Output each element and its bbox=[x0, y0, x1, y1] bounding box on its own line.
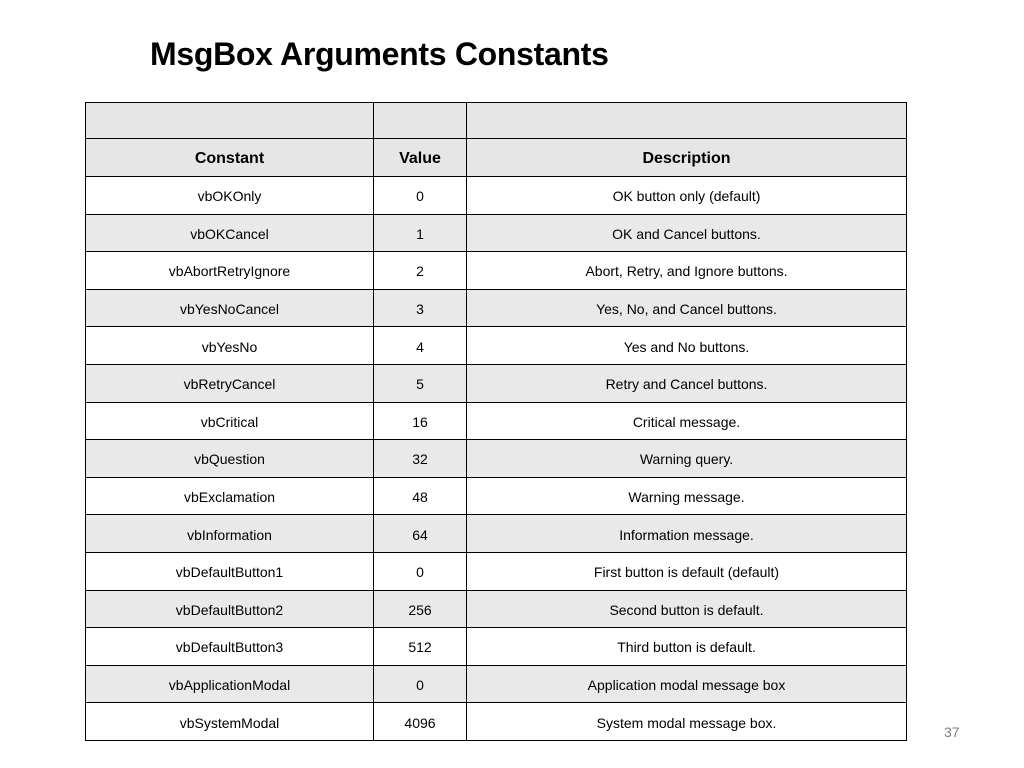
cell-description: System modal message box. bbox=[467, 703, 907, 741]
table-row bbox=[86, 364, 907, 402]
cell-description: Application modal message box bbox=[467, 665, 907, 703]
cell-value: 512 bbox=[374, 628, 467, 666]
cell-value: 64 bbox=[374, 515, 467, 553]
slide-title: MsgBox Arguments Constants bbox=[150, 36, 609, 72]
cell-constant: vbSystemModal bbox=[86, 703, 374, 741]
cell-constant: vbOKOnly bbox=[86, 177, 374, 215]
table-header-row bbox=[86, 139, 907, 177]
cell-value: 0 bbox=[374, 552, 467, 590]
page-number: 37 bbox=[944, 724, 960, 740]
table-row bbox=[86, 214, 907, 252]
cell-description: OK and Cancel buttons. bbox=[467, 214, 907, 252]
column-header-constant: Constant bbox=[86, 139, 374, 177]
cell-value: 16 bbox=[374, 402, 467, 440]
cell-description: Retry and Cancel buttons. bbox=[467, 364, 907, 402]
cell-constant: vbYesNoCancel bbox=[86, 289, 374, 327]
cell-description: Yes and No buttons. bbox=[467, 327, 907, 365]
cell-description: Warning query. bbox=[467, 440, 907, 478]
cell-description: Warning message. bbox=[467, 477, 907, 515]
cell-constant: vbApplicationModal bbox=[86, 665, 374, 703]
cell-constant: vbDefaultButton3 bbox=[86, 628, 374, 666]
table-row bbox=[86, 515, 907, 553]
cell-value: 48 bbox=[374, 477, 467, 515]
table-row bbox=[86, 703, 907, 741]
table-row bbox=[86, 402, 907, 440]
cell-constant: vbDefaultButton2 bbox=[86, 590, 374, 628]
column-header-value: Value bbox=[374, 139, 467, 177]
cell-value: 4 bbox=[374, 327, 467, 365]
constants-table bbox=[85, 102, 907, 741]
table-row bbox=[86, 252, 907, 290]
cell-description: OK button only (default) bbox=[467, 177, 907, 215]
cell-constant: vbDefaultButton1 bbox=[86, 552, 374, 590]
cell-description: First button is default (default) bbox=[467, 552, 907, 590]
cell-value: 2 bbox=[374, 252, 467, 290]
table-row bbox=[86, 327, 907, 365]
cell-value: 32 bbox=[374, 440, 467, 478]
table-row bbox=[86, 177, 907, 215]
blank-cell bbox=[86, 103, 374, 139]
cell-constant: vbCritical bbox=[86, 402, 374, 440]
table-row bbox=[86, 440, 907, 478]
blank-cell bbox=[374, 103, 467, 139]
cell-description: Yes, No, and Cancel buttons. bbox=[467, 289, 907, 327]
table-row bbox=[86, 590, 907, 628]
cell-constant: vbYesNo bbox=[86, 327, 374, 365]
cell-value: 0 bbox=[374, 177, 467, 215]
table-row bbox=[86, 289, 907, 327]
cell-constant: vbQuestion bbox=[86, 440, 374, 478]
table-row bbox=[86, 552, 907, 590]
cell-description: Third button is default. bbox=[467, 628, 907, 666]
cell-constant: vbInformation bbox=[86, 515, 374, 553]
cell-value: 4096 bbox=[374, 703, 467, 741]
table-row bbox=[86, 628, 907, 666]
table-blank-row bbox=[86, 103, 907, 139]
cell-constant: vbOKCancel bbox=[86, 214, 374, 252]
blank-cell bbox=[467, 103, 907, 139]
table-row bbox=[86, 665, 907, 703]
cell-value: 256 bbox=[374, 590, 467, 628]
cell-description: Information message. bbox=[467, 515, 907, 553]
cell-value: 3 bbox=[374, 289, 467, 327]
table-row bbox=[86, 477, 907, 515]
cell-description: Abort, Retry, and Ignore buttons. bbox=[467, 252, 907, 290]
cell-value: 5 bbox=[374, 364, 467, 402]
constants-table-container bbox=[85, 102, 907, 741]
cell-description: Second button is default. bbox=[467, 590, 907, 628]
cell-constant: vbAbortRetryIgnore bbox=[86, 252, 374, 290]
column-header-description: Description bbox=[467, 139, 907, 177]
cell-description: Critical message. bbox=[467, 402, 907, 440]
cell-constant: vbExclamation bbox=[86, 477, 374, 515]
cell-value: 1 bbox=[374, 214, 467, 252]
cell-value: 0 bbox=[374, 665, 467, 703]
cell-constant: vbRetryCancel bbox=[86, 364, 374, 402]
